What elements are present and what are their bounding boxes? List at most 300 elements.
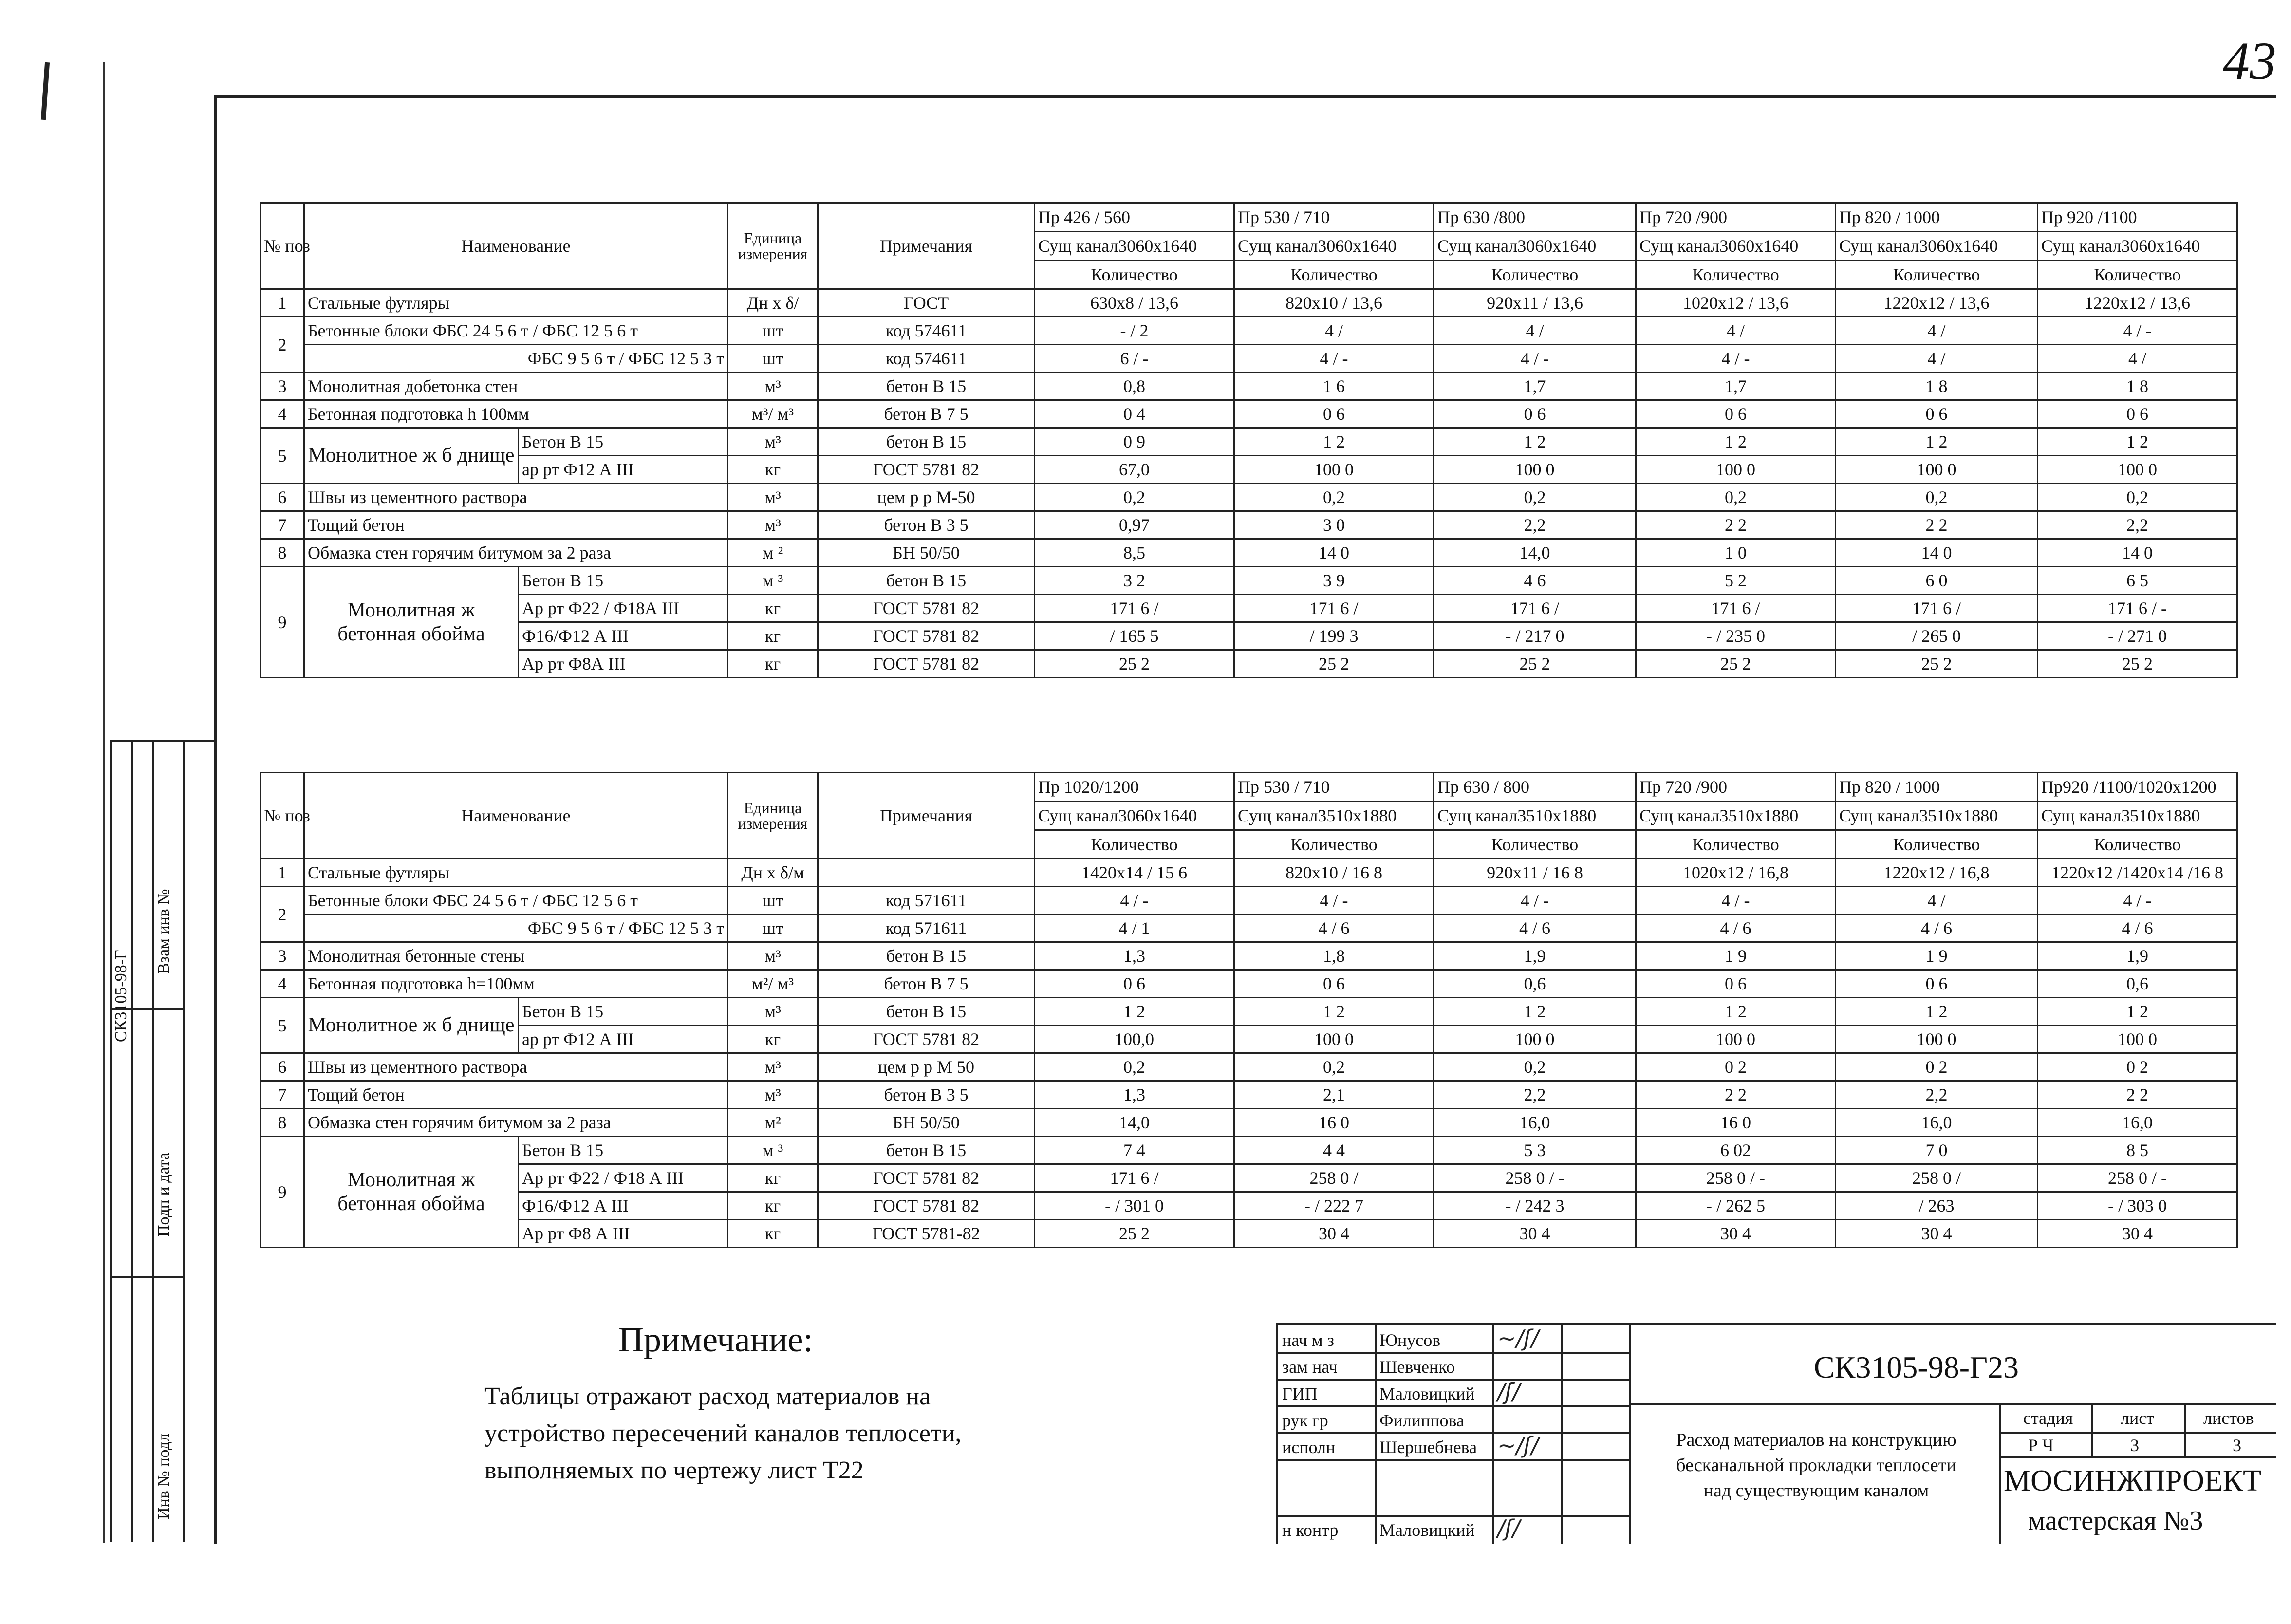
row-quantity: 4 /: [2038, 345, 2237, 373]
page-number: 43: [2223, 31, 2276, 91]
table2-col-qty: Количество: [1836, 830, 2038, 859]
table1-col-qty: Количество: [2038, 261, 2237, 289]
table2-col-pr: Пр920 /1100/1020х1200: [2038, 773, 2237, 802]
row-quantity: 1 2: [1636, 428, 1836, 456]
row-quantity: 3 0: [1234, 511, 1434, 539]
description-line: Расход материалов на конструкцию: [1676, 1430, 1956, 1450]
row-position: 9: [261, 1137, 304, 1248]
row-quantity: 4 /: [1836, 345, 2038, 373]
row-subname: Ф16/Ф12 А III: [519, 1192, 728, 1220]
row-quantity: 1,7: [1636, 373, 1836, 400]
row-quantity: 14,0: [1434, 539, 1636, 567]
row-quantity: 30 4: [1234, 1220, 1434, 1248]
table1-col-sush: Сущ канал3060х1640: [1836, 232, 2038, 261]
row-quantity: 0,2: [1234, 1053, 1434, 1081]
row-unit: Дн x δ/м: [728, 859, 818, 887]
row-position: 5: [261, 998, 304, 1053]
row-quantity: 1,3: [1035, 1081, 1234, 1109]
row-position: 3: [261, 942, 304, 970]
table1-col-sush: Сущ канал3060х1640: [1434, 232, 1636, 261]
row-unit: м³/ м³: [728, 400, 818, 428]
row-note: бетон В 15: [818, 373, 1035, 400]
row-quantity: 4 / -: [1234, 345, 1434, 373]
row-quantity: 0 6: [1836, 400, 2038, 428]
row-quantity: 0 6: [1636, 400, 1836, 428]
row-quantity: 0 6: [1636, 970, 1836, 998]
row-quantity: - / 262 5: [1636, 1192, 1836, 1220]
table2-col-pr: Пр 720 /900: [1636, 773, 1836, 802]
row-quantity: 1 2: [1434, 998, 1636, 1026]
table2-name-header: Наименование: [304, 773, 728, 859]
table-row: [261, 622, 2237, 650]
row-unit: шт: [728, 915, 818, 942]
table-row: [261, 942, 2237, 970]
row-quantity: 7 4: [1035, 1137, 1234, 1164]
row-note: ГОСТ: [818, 289, 1035, 317]
row-quantity: 1 2: [1836, 428, 2038, 456]
row-position: 6: [261, 484, 304, 511]
table2-col-qty: Количество: [1035, 830, 1234, 859]
row-quantity: 16,0: [1434, 1109, 1636, 1137]
row-quantity: 0 6: [1234, 970, 1434, 998]
row-unit: кг: [728, 650, 818, 678]
row-quantity: 1 2: [2038, 428, 2237, 456]
row-quantity: 0 2: [1836, 1053, 2038, 1081]
row-quantity: 0 2: [2038, 1053, 2237, 1081]
row-quantity: 1,3: [1035, 942, 1234, 970]
row-quantity: 1 2: [1234, 998, 1434, 1026]
row-quantity: 2 2: [1836, 511, 2038, 539]
row-subname: Ар рт Ф8 А III: [519, 1220, 728, 1248]
row-note: БН 50/50: [818, 1109, 1035, 1137]
row-quantity: 920х11 / 16 8: [1434, 859, 1636, 887]
row-quantity: / 263: [1836, 1192, 2038, 1220]
row-quantity: 30 4: [1636, 1220, 1836, 1248]
row-quantity: 4 / 6: [1434, 915, 1636, 942]
row-name: Бетонная подготовка h=100мм: [304, 970, 728, 998]
row-quantity: 30 4: [1836, 1220, 2038, 1248]
table-row: [261, 887, 2237, 915]
row-quantity: 171 6 /: [1035, 1164, 1234, 1192]
row-note: БН 50/50: [818, 539, 1035, 567]
table-row: [261, 317, 2237, 345]
row-quantity: 1220х12 / 13,6: [2038, 289, 2237, 317]
table1-col-pr: Пр 820 / 1000: [1836, 203, 2038, 232]
tb-name: Маловицкий: [1379, 1384, 1475, 1403]
row-quantity: 3 9: [1234, 567, 1434, 595]
note-title: Примечание:: [618, 1320, 813, 1359]
row-quantity: 1 2: [1836, 998, 2038, 1026]
row-quantity: 0,2: [1035, 1053, 1234, 1081]
row-note: [818, 859, 1035, 887]
row-quantity: 1 2: [1234, 428, 1434, 456]
row-quantity: 6 5: [2038, 567, 2237, 595]
document-description: [1634, 1427, 1999, 1503]
table1-col-pr: Пр 630 /800: [1434, 203, 1636, 232]
row-position: 7: [261, 1081, 304, 1109]
row-subname: Ф16/Ф12 А III: [519, 622, 728, 650]
row-quantity: 25 2: [2038, 650, 2237, 678]
table2-col-sush: Сущ канал3510х1880: [1836, 802, 2038, 830]
row-subname: Ар рт Ф22 / Ф18А III: [519, 595, 728, 622]
row-note: бетон В 15: [818, 998, 1035, 1026]
row-quantity: 100 0: [1434, 456, 1636, 484]
row-quantity: 171 6 /: [1636, 595, 1836, 622]
side-stamp-code: СК3105-98-Г: [112, 950, 130, 1042]
sheet-value: 3: [2130, 1436, 2139, 1455]
table1-col-sush: Сущ канал3060х1640: [1636, 232, 1836, 261]
row-note: код 571611: [818, 887, 1035, 915]
organization: МОСИНЖПРОЕКТ: [2004, 1464, 2261, 1497]
table-row: [261, 1081, 2237, 1109]
row-quantity: 25 2: [1234, 650, 1434, 678]
table-row: [261, 567, 2237, 595]
table1-col-qty: Количество: [1636, 261, 1836, 289]
row-quantity: 0,2: [1035, 484, 1234, 511]
table-row: [261, 650, 2237, 678]
row-quantity: 4 / -: [1636, 887, 1836, 915]
row-position: 8: [261, 1109, 304, 1137]
table1-col-qty: Количество: [1035, 261, 1234, 289]
row-note: ГОСТ 5781 82: [818, 1192, 1035, 1220]
row-quantity: 67,0: [1035, 456, 1234, 484]
row-quantity: 0,2: [2038, 484, 2237, 511]
table1-col-sush: Сущ канал3060х1640: [1035, 232, 1234, 261]
row-quantity: 25 2: [1636, 650, 1836, 678]
row-unit: м³: [728, 1081, 818, 1109]
sheets-value: 3: [2233, 1436, 2241, 1455]
row-quantity: 171 6 /: [1035, 595, 1234, 622]
row-quantity: 171 6 /: [1836, 595, 2038, 622]
table2-col-sush: Сущ канал3510х1880: [1434, 802, 1636, 830]
row-unit: м²: [728, 1109, 818, 1137]
row-quantity: 1 8: [1836, 373, 2038, 400]
table-row: [261, 1164, 2237, 1192]
side-stamp-sign: Подп и дата: [155, 1152, 173, 1237]
row-quantity: 4 / -: [2038, 317, 2237, 345]
row-quantity: 1220х12 / 16,8: [1836, 859, 2038, 887]
row-quantity: 14,0: [1035, 1109, 1234, 1137]
table1-col-sush: Сущ канал3060х1640: [1234, 232, 1434, 261]
row-quantity: 25 2: [1035, 650, 1234, 678]
side-stamp-replace: Взам инв №: [155, 889, 173, 974]
row-quantity: 6 0: [1836, 567, 2038, 595]
row-quantity: 16 0: [1234, 1109, 1434, 1137]
materials-table-2: [260, 772, 2238, 1248]
row-quantity: 0,6: [1434, 970, 1636, 998]
signature-mark: /ʃ/: [1497, 1379, 1520, 1405]
row-quantity: - / 303 0: [2038, 1192, 2237, 1220]
stage-value: Р Ч: [2028, 1436, 2054, 1455]
row-unit: м³: [728, 942, 818, 970]
row-position: 3: [261, 373, 304, 400]
row-quantity: 4 / -: [1035, 887, 1234, 915]
row-note: бетон В 15: [818, 942, 1035, 970]
row-position: 7: [261, 511, 304, 539]
row-quantity: 2,2: [1434, 1081, 1636, 1109]
table2-col-pr: Пр 630 / 800: [1434, 773, 1636, 802]
row-quantity: 14 0: [2038, 539, 2237, 567]
table-row: [261, 289, 2237, 317]
row-note: ГОСТ 5781 82: [818, 622, 1035, 650]
row-note: бетон В 15: [818, 567, 1035, 595]
row-unit: шт: [728, 317, 818, 345]
row-quantity: 1,8: [1234, 942, 1434, 970]
row-name: Швы из цементного раствора: [304, 484, 728, 511]
row-quantity: 1 2: [1636, 998, 1836, 1026]
row-note: ГОСТ 5781 82: [818, 595, 1035, 622]
row-quantity: 14 0: [1836, 539, 2038, 567]
row-quantity: / 165 5: [1035, 622, 1234, 650]
binding-line: [103, 62, 105, 1543]
row-name: Монолитная добетонка стен: [304, 373, 728, 400]
row-quantity: 0 2: [1636, 1053, 1836, 1081]
table1-name-header: Наименование: [304, 203, 728, 289]
row-quantity: 25 2: [1035, 1220, 1234, 1248]
row-quantity: 258 0 / -: [1434, 1164, 1636, 1192]
row-quantity: 16,0: [1836, 1109, 2038, 1137]
row-quantity: 0,97: [1035, 511, 1234, 539]
table2-header-row1: [261, 773, 2237, 802]
table1-header-row1: [261, 203, 2237, 232]
table2-col-qty: Количество: [1636, 830, 1836, 859]
row-subname: Бетон В 15: [519, 1137, 728, 1164]
tb-name: Шевченко: [1379, 1357, 1455, 1377]
table2-col-pr: Пр 820 / 1000: [1836, 773, 2038, 802]
table-row: [261, 1053, 2237, 1081]
row-quantity: 4 / 6: [1234, 915, 1434, 942]
row-quantity: 171 6 / -: [2038, 595, 2237, 622]
table-row: [261, 1026, 2237, 1053]
row-quantity: 16,0: [2038, 1109, 2237, 1137]
row-name: Монолитное ж б днище: [304, 428, 519, 484]
table-row: [261, 373, 2237, 400]
row-quantity: 100 0: [1434, 1026, 1636, 1053]
table1-col-qty: Количество: [1836, 261, 2038, 289]
row-note: бетон В 7 5: [818, 970, 1035, 998]
table2-body: [261, 859, 2237, 1248]
row-unit: кг: [728, 1026, 818, 1053]
tb-name: Маловицкий: [1379, 1520, 1475, 1540]
row-quantity: 2,2: [2038, 511, 2237, 539]
row-quantity: 5 2: [1636, 567, 1836, 595]
row-quantity: 258 0 / -: [1636, 1164, 1836, 1192]
row-quantity: 1220х12 / 13,6: [1836, 289, 2038, 317]
document-code: СК3105-98-Г23: [1814, 1350, 2019, 1384]
side-stamp-inv: Инв № подл: [155, 1433, 173, 1519]
row-quantity: 820х10 / 13,6: [1234, 289, 1434, 317]
table-row: [261, 1109, 2237, 1137]
table2-col-sush: Сущ канал3060х1640: [1035, 802, 1234, 830]
row-quantity: 4 / -: [1434, 345, 1636, 373]
row-quantity: 258 0 / -: [2038, 1164, 2237, 1192]
row-quantity: - / 2: [1035, 317, 1234, 345]
row-note: бетон В 3 5: [818, 1081, 1035, 1109]
row-quantity: 0 6: [1035, 970, 1234, 998]
row-name: ФБС 9 5 6 т / ФБС 12 5 3 т: [304, 345, 728, 373]
row-quantity: 100 0: [1636, 1026, 1836, 1053]
row-position: 9: [261, 567, 304, 678]
table2-col-pr: Пр 530 / 710: [1234, 773, 1434, 802]
row-quantity: 1 0: [1636, 539, 1836, 567]
row-name: Тощий бетон: [304, 1081, 728, 1109]
row-quantity: - / 271 0: [2038, 622, 2237, 650]
row-quantity: 4 / 1: [1035, 915, 1234, 942]
row-quantity: 4 6: [1434, 567, 1636, 595]
row-unit: кг: [728, 595, 818, 622]
row-quantity: / 265 0: [1836, 622, 2038, 650]
row-quantity: 0,2: [1636, 484, 1836, 511]
row-note: цем р р М-50: [818, 484, 1035, 511]
table-row: [261, 428, 2237, 456]
table1-col-pr: Пр 920 /1100: [2038, 203, 2237, 232]
row-quantity: 4 4: [1234, 1137, 1434, 1164]
row-note: код 571611: [818, 915, 1035, 942]
tb-role: зам нач: [1282, 1357, 1338, 1377]
table1-col-qty: Количество: [1234, 261, 1434, 289]
table-row: [261, 1137, 2237, 1164]
table2-col-sush: Сущ канал3510х1880: [1234, 802, 1434, 830]
table2-unit-header: Единица измерения: [728, 773, 818, 859]
row-quantity: 2 2: [1636, 511, 1836, 539]
row-quantity: 2,2: [1434, 511, 1636, 539]
row-quantity: 100,0: [1035, 1026, 1234, 1053]
signature-mark: ~/ʃ/: [1497, 1432, 1539, 1458]
row-name: Обмазка стен горячим битумом за 2 раза: [304, 539, 728, 567]
tb-role: н контр: [1282, 1520, 1339, 1540]
row-quantity: 4 /: [1434, 317, 1636, 345]
row-unit: шт: [728, 345, 818, 373]
row-quantity: 820х10 / 16 8: [1234, 859, 1434, 887]
note-line: выполняемых по чертежу лист Т22: [484, 1456, 864, 1484]
table2-col-qty: Количество: [2038, 830, 2237, 859]
table-row: [261, 970, 2237, 998]
row-quantity: 171 6 /: [1434, 595, 1636, 622]
row-name: Швы из цементного раствора: [304, 1053, 728, 1081]
row-quantity: 4 / -: [1636, 345, 1836, 373]
row-name: Обмазка стен горячим битумом за 2 раза: [304, 1109, 728, 1137]
row-note: ГОСТ 5781 82: [818, 650, 1035, 678]
table2-col-qty: Количество: [1434, 830, 1636, 859]
row-quantity: 2,1: [1234, 1081, 1434, 1109]
row-note: бетон В 7 5: [818, 400, 1035, 428]
tb-role: нач м з: [1282, 1330, 1334, 1350]
row-name: Бетонная подготовка h 100мм: [304, 400, 728, 428]
row-quantity: 4 / 6: [1836, 915, 2038, 942]
title-block: [1276, 1323, 2276, 1544]
row-note: бетон В 15: [818, 428, 1035, 456]
row-position: 6: [261, 1053, 304, 1081]
row-quantity: 7 0: [1836, 1137, 2038, 1164]
row-quantity: 0,2: [1234, 484, 1434, 511]
row-quantity: 1 6: [1234, 373, 1434, 400]
table-row: [261, 345, 2237, 373]
row-note: ГОСТ 5781 82: [818, 1026, 1035, 1053]
row-quantity: 1420х14 / 15 6: [1035, 859, 1234, 887]
row-note: бетон В 15: [818, 1137, 1035, 1164]
stage-label: стадия: [2023, 1408, 2073, 1428]
row-quantity: 4 / -: [2038, 887, 2237, 915]
row-quantity: 4 / -: [1234, 887, 1434, 915]
row-quantity: 1020х12 / 16,8: [1636, 859, 1836, 887]
note-text: [484, 1378, 1069, 1489]
table-row: [261, 539, 2237, 567]
row-name: Бетонные блоки ФБС 24 5 6 т / ФБС 12 5 6 т: [304, 317, 728, 345]
materials-table-1: [260, 202, 2238, 678]
row-position: 8: [261, 539, 304, 567]
row-position: 5: [261, 428, 304, 484]
row-quantity: 3 2: [1035, 567, 1234, 595]
row-quantity: 100 0: [1636, 456, 1836, 484]
table-row: [261, 400, 2237, 428]
row-quantity: - / 242 3: [1434, 1192, 1636, 1220]
row-subname: ар рт Ф12 А III: [519, 456, 728, 484]
row-unit: кг: [728, 1220, 818, 1248]
table1-pos-header: № поз: [261, 203, 304, 289]
row-quantity: 4 / 6: [1636, 915, 1836, 942]
row-subname: Ар рт Ф22 / Ф18 А III: [519, 1164, 728, 1192]
description-line: над существующим каналом: [1703, 1480, 1929, 1501]
row-unit: м³: [728, 998, 818, 1026]
row-quantity: 14 0: [1234, 539, 1434, 567]
row-unit: м²/ м³: [728, 970, 818, 998]
row-quantity: 2,2: [1836, 1081, 2038, 1109]
signature-mark: /ʃ/: [1497, 1515, 1520, 1541]
row-quantity: 100 0: [2038, 456, 2237, 484]
row-quantity: 1 8: [2038, 373, 2237, 400]
table1-body: [261, 289, 2237, 678]
row-position: 1: [261, 289, 304, 317]
row-quantity: 1,9: [2038, 942, 2237, 970]
tb-role: ГИП: [1282, 1384, 1318, 1403]
note-line: устройство пересечений каналов теплосети,: [484, 1419, 962, 1447]
row-quantity: 0,2: [1434, 1053, 1636, 1081]
side-stamp: [110, 740, 214, 1542]
table-row: [261, 595, 2237, 622]
row-quantity: 100 0: [1836, 1026, 2038, 1053]
row-quantity: 0 6: [1234, 400, 1434, 428]
row-name: Стальные футляры: [304, 289, 728, 317]
row-subname: Ар рт Ф8А III: [519, 650, 728, 678]
row-quantity: 4 /: [1836, 887, 2038, 915]
row-quantity: 16 0: [1636, 1109, 1836, 1137]
row-subname: Бетон В 15: [519, 567, 728, 595]
row-unit: м³: [728, 373, 818, 400]
description-line: бесканальной прокладки теплосети: [1676, 1455, 1956, 1475]
row-subname: ар рт Ф12 А III: [519, 1026, 728, 1053]
row-position: 2: [261, 317, 304, 373]
row-quantity: 100 0: [1234, 456, 1434, 484]
row-quantity: 0 6: [1836, 970, 2038, 998]
tb-name: Юнусов: [1379, 1330, 1441, 1350]
row-quantity: 0,6: [2038, 970, 2237, 998]
row-quantity: 1 2: [1434, 428, 1636, 456]
row-quantity: - / 235 0: [1636, 622, 1836, 650]
table2-col-qty: Количество: [1234, 830, 1434, 859]
row-quantity: 0 9: [1035, 428, 1234, 456]
row-quantity: 100 0: [1234, 1026, 1434, 1053]
row-quantity: 0,8: [1035, 373, 1234, 400]
tb-name: Филиппова: [1379, 1411, 1464, 1430]
row-quantity: 30 4: [2038, 1220, 2237, 1248]
row-position: 4: [261, 970, 304, 998]
row-quantity: 0 6: [2038, 400, 2237, 428]
row-name: Монолитная ж бетонная обойма: [304, 567, 519, 678]
row-quantity: 1,7: [1434, 373, 1636, 400]
row-quantity: 2 2: [2038, 1081, 2237, 1109]
row-quantity: 1 2: [1035, 998, 1234, 1026]
row-unit: м ²: [728, 539, 818, 567]
